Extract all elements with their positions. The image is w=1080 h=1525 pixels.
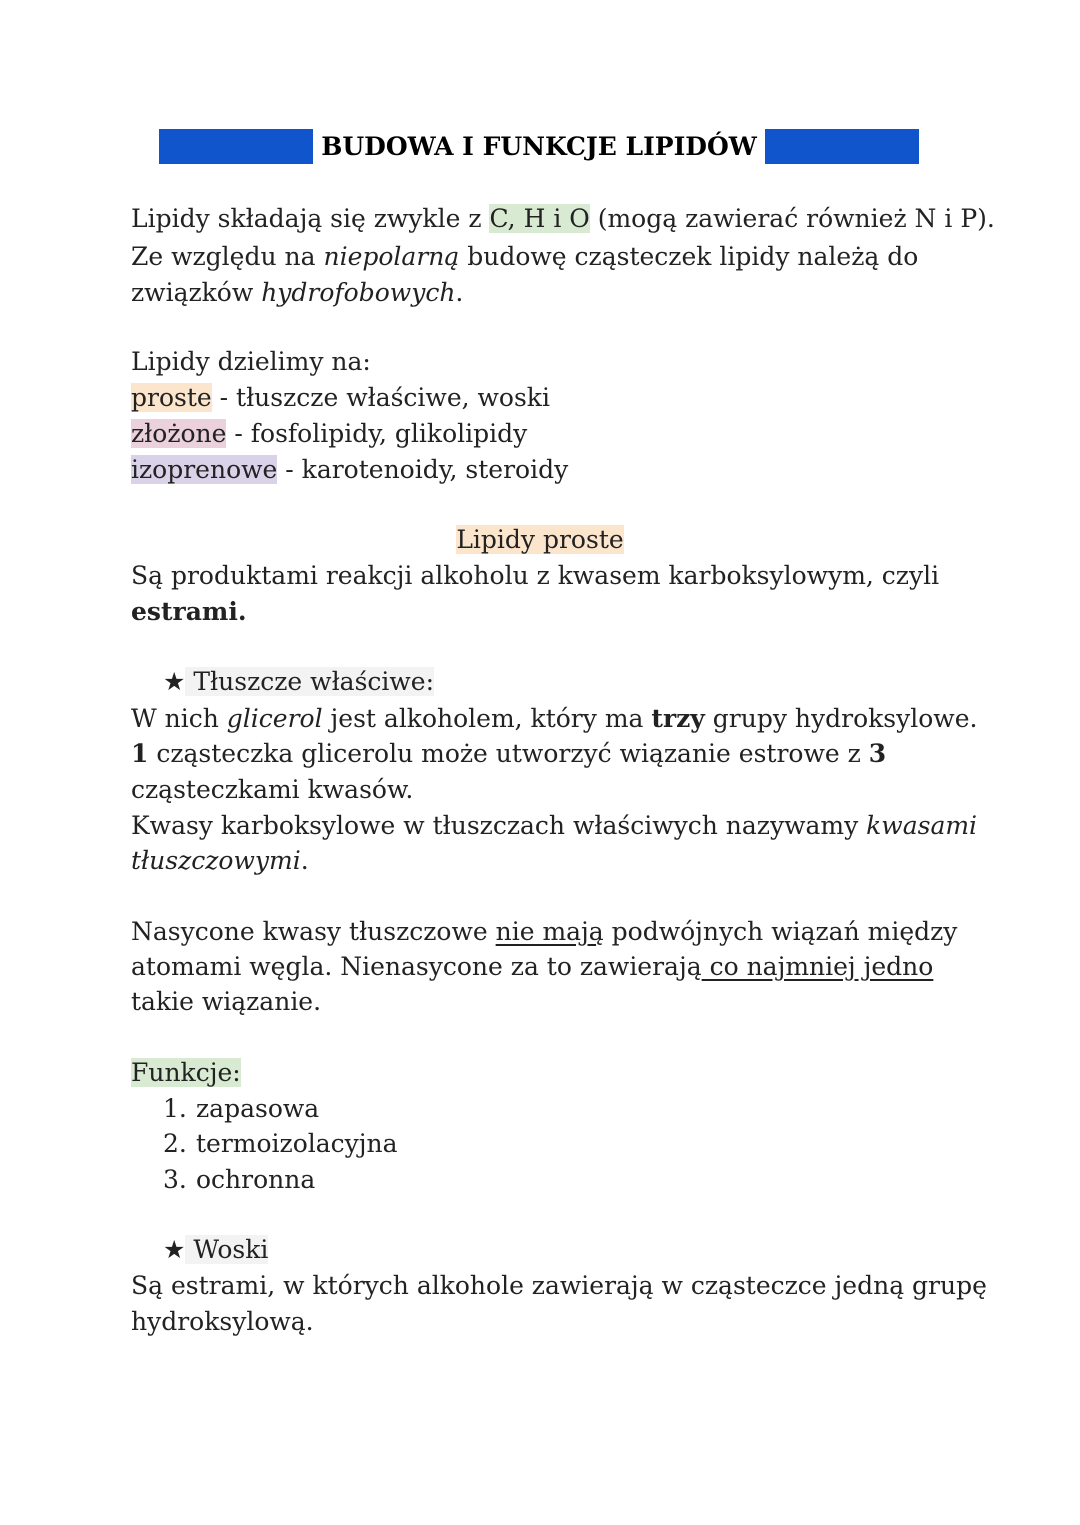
intro-line-1 — [131, 203, 995, 235]
subheading — [185, 1235, 268, 1264]
saturation-line-1 — [131, 916, 957, 948]
waxes-line-1: Są estrami, w których alkohole zawierają w cząsteczce jedną grupę — [131, 1271, 987, 1300]
star-icon: ★ — [163, 667, 186, 696]
emphasis: tłuszczowymi — [131, 846, 301, 875]
title-bar-left — [159, 129, 313, 164]
list-number: 3. — [163, 1165, 187, 1194]
text: (mogą zawierać również N i P). — [589, 204, 995, 233]
bold: 1 — [131, 739, 149, 768]
text: . — [455, 278, 464, 307]
saturation-line-3: takie wiązanie. — [131, 987, 322, 1016]
simple-line-1: Są produktami reakcji alkoholu z kwasem karboksylowym, czyli — [131, 561, 940, 590]
text: atomami węgla. Nienasycone za to zawierają — [131, 952, 702, 981]
text: . — [300, 846, 309, 875]
division-item-proste — [131, 382, 550, 414]
division-heading: Lipidy dzielimy na: — [131, 347, 371, 376]
text: Kwasy karboksylowe w tłuszczach właściwych nazywamy — [131, 811, 867, 840]
list-number: 2. — [163, 1129, 187, 1158]
bold: trzy — [651, 704, 705, 733]
division-item-izoprenowe — [131, 454, 568, 486]
fats-line-5 — [131, 845, 309, 877]
elements-highlight: C, H i O — [489, 204, 590, 233]
page-title: BUDOWA I FUNKCJE LIPIDÓW — [321, 132, 757, 161]
emphasis: kwasami — [866, 811, 978, 840]
list-item — [163, 1164, 315, 1196]
text: W nich — [131, 704, 227, 733]
fats-line-3: cząsteczkami kwasów. — [131, 775, 414, 804]
term: izoprenowe — [131, 455, 278, 484]
desc: - karotenoidy, steroidy — [277, 455, 569, 484]
subheading — [185, 667, 434, 696]
simple-heading-row — [0, 524, 1080, 556]
list-text: ochronna — [196, 1165, 316, 1194]
intro-line-2 — [131, 241, 918, 273]
text: grupy hydroksylowe. — [704, 704, 978, 733]
bold-term: estrami. — [131, 597, 247, 626]
fats-heading — [163, 666, 434, 698]
simple-line-2 — [131, 596, 247, 628]
list-number: 1. — [163, 1094, 187, 1123]
text: podwójnych wiązań między — [603, 917, 958, 946]
term: proste — [131, 383, 212, 412]
text: Lipidy składają się zwykle z — [131, 204, 490, 233]
fats-line-1 — [131, 703, 977, 735]
bold: 3 — [868, 739, 887, 768]
text: związków — [131, 278, 262, 307]
division-item-zlozone — [131, 418, 527, 450]
emphasis: hydrofobowych — [261, 278, 456, 307]
term: złożone — [131, 419, 227, 448]
emphasis: glicerol — [226, 704, 323, 733]
intro-line-3 — [131, 277, 463, 309]
underlined: nie mają — [495, 917, 604, 946]
title-bar-right — [765, 129, 919, 164]
functions-heading-row — [131, 1057, 241, 1089]
functions-heading: Funkcje: — [131, 1058, 241, 1087]
underlined: co najmniej jedno — [701, 952, 934, 981]
fats-line-4 — [131, 810, 977, 842]
desc: - fosfolipidy, glikolipidy — [226, 419, 528, 448]
subheading-text: Tłuszcze właściwe: — [193, 667, 435, 696]
waxes-line-2: hydroksylową. — [131, 1307, 314, 1336]
emphasis: niepolarną — [323, 242, 460, 271]
list-text: termoizolacyjna — [196, 1129, 398, 1158]
list-item — [163, 1128, 398, 1160]
fats-line-2 — [131, 738, 886, 770]
waxes-heading — [163, 1234, 268, 1266]
list-item — [163, 1093, 319, 1125]
text: budowę cząsteczek lipidy należą do — [459, 242, 919, 271]
title-row — [159, 129, 919, 164]
star-icon: ★ — [163, 1235, 186, 1264]
text: jest alkoholem, który ma — [322, 704, 652, 733]
section-heading: Lipidy proste — [456, 525, 624, 554]
text: cząsteczka glicerolu może utworzyć wiązanie estrowe z — [148, 739, 869, 768]
text: Ze względu na — [131, 242, 324, 271]
text: Nasycone kwasy tłuszczowe — [131, 917, 496, 946]
saturation-line-2 — [131, 951, 933, 983]
desc: - tłuszcze właściwe, woski — [211, 383, 550, 412]
subheading-text: Woski — [193, 1235, 269, 1264]
list-text: zapasowa — [196, 1094, 320, 1123]
